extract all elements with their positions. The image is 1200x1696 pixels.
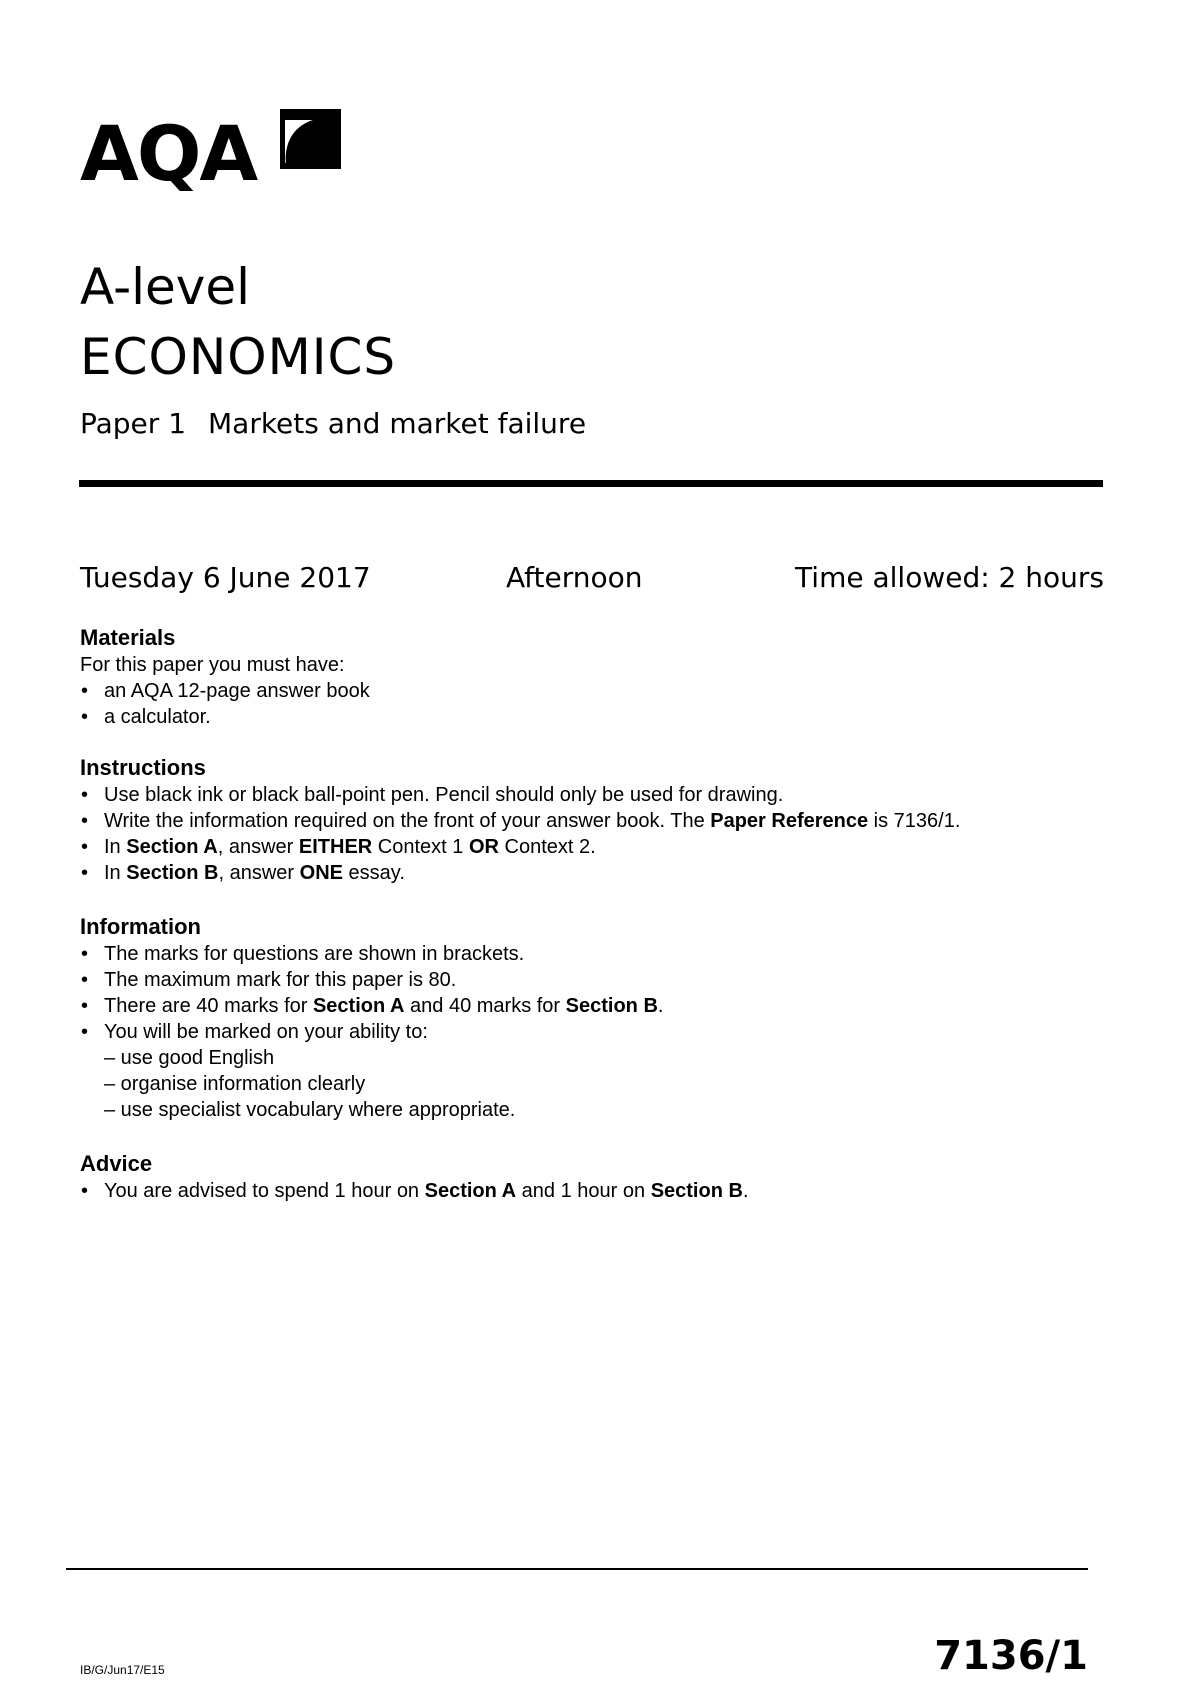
aqa-logo xyxy=(80,108,350,208)
sub-list-item: – use good English xyxy=(104,1047,275,1069)
sub-list-item: – use specialist vocabulary where appropriate. xyxy=(104,1099,516,1121)
logo-text: AQA xyxy=(80,109,257,198)
materials-heading: Materials xyxy=(80,625,176,650)
list-item: • Use black ink or black ball-point pen. Pencil should only be used for drawing. xyxy=(81,784,784,806)
list-item: • The maximum mark for this paper is 80. xyxy=(81,969,457,991)
list-item: • The marks for questions are shown in brackets. xyxy=(81,943,525,965)
time-allowed: Time allowed: 2 hours xyxy=(795,561,1104,594)
list-item: • There are 40 marks for Section A and 40 marks for Section B. xyxy=(81,995,664,1017)
list-item: • In Section A, answer EITHER Context 1 OR Context 2. xyxy=(81,836,596,858)
subject-title: ECONOMICS xyxy=(80,328,397,386)
instructions-heading: Instructions xyxy=(80,755,206,780)
exam-details xyxy=(80,561,1104,600)
footer-divider xyxy=(66,1568,1088,1570)
footer-code: IB/G/Jun17/E15 xyxy=(80,1663,165,1677)
materials-intro: For this paper you must have: xyxy=(80,654,345,676)
leaf-icon xyxy=(280,108,342,170)
list-item: • an AQA 12-page answer book xyxy=(81,680,370,702)
exam-session: Afternoon xyxy=(506,561,643,594)
list-item: • You will be marked on your ability to: xyxy=(81,1021,428,1043)
paper-number: Paper 1 xyxy=(80,407,187,440)
information-heading: Information xyxy=(80,914,201,939)
paper-name: Markets and market failure xyxy=(208,407,587,440)
information-section xyxy=(80,913,1110,1123)
qualification-title: A-level xyxy=(80,258,251,316)
list-item: • Write the information required on the front of your answer book. The Paper Reference is 7136/1. xyxy=(81,810,961,832)
title-divider xyxy=(79,480,1103,487)
paper-title xyxy=(80,407,587,440)
list-item: • a calculator. xyxy=(81,706,211,728)
instructions-section xyxy=(80,754,1110,886)
list-item: • You are advised to spend 1 hour on Section A and 1 hour on Section B. xyxy=(81,1180,749,1202)
exam-date: Tuesday 6 June 2017 xyxy=(80,561,371,594)
list-item: • In Section B, answer ONE essay. xyxy=(81,862,405,884)
sub-list-item: – organise information clearly xyxy=(104,1073,366,1095)
advice-heading: Advice xyxy=(80,1151,153,1176)
advice-section xyxy=(80,1150,1110,1204)
paper-reference: 7136/1 xyxy=(934,1633,1088,1679)
materials-section xyxy=(80,624,1110,730)
